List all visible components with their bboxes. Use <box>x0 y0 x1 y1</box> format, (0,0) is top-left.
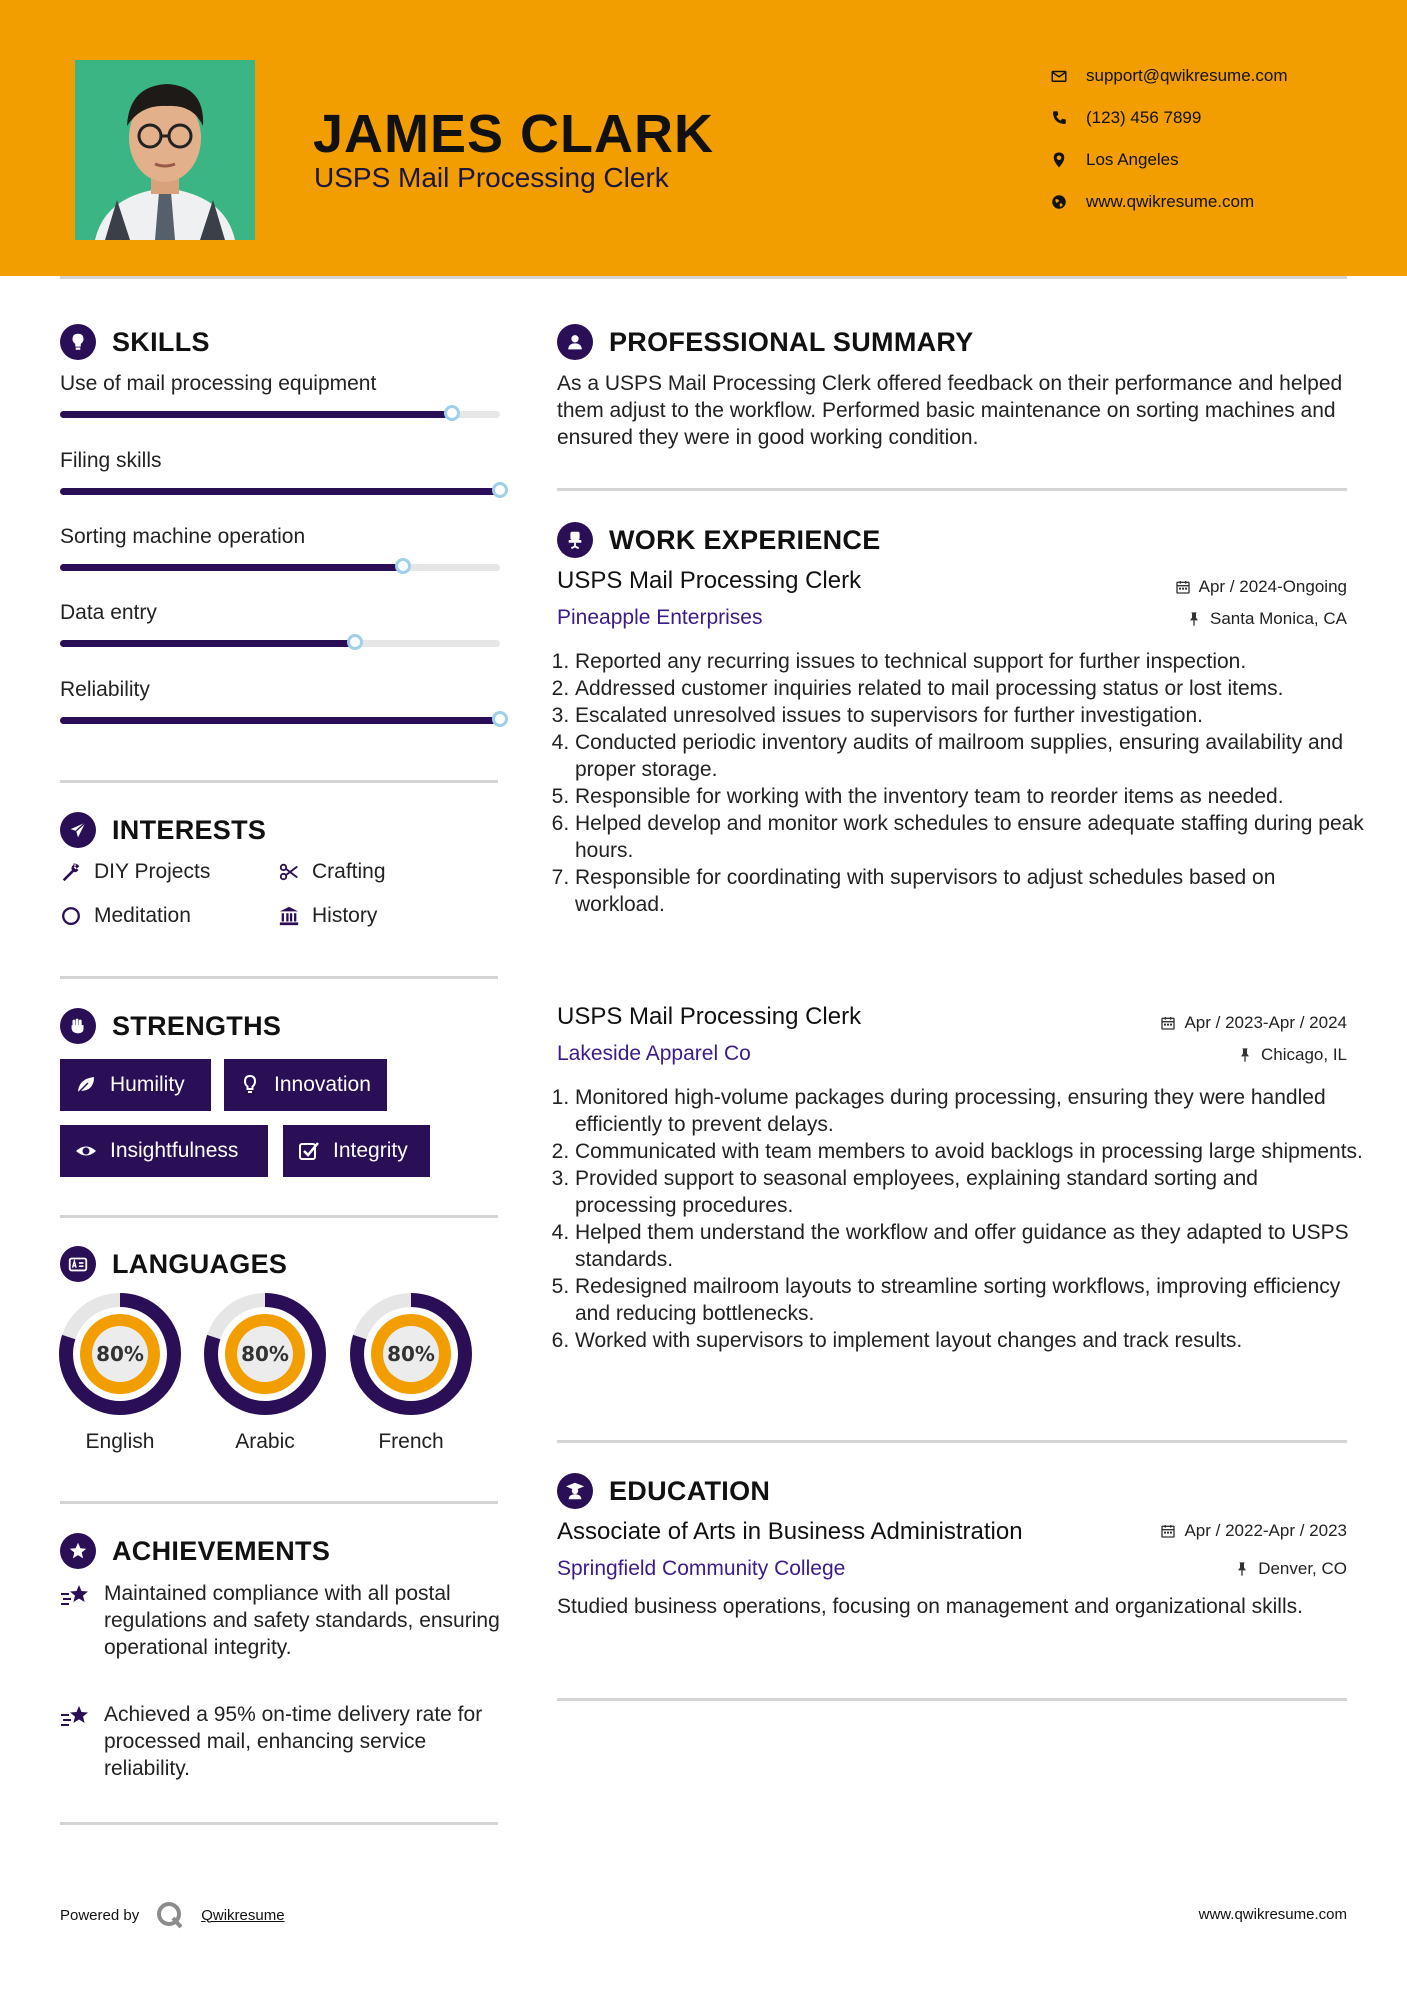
strength-tag <box>60 1059 211 1111</box>
circle-icon <box>60 905 82 927</box>
star-badge-icon <box>60 1533 96 1569</box>
interest-item <box>278 860 386 884</box>
achievements-heading <box>60 1533 330 1569</box>
job-location-text: Chicago, IL <box>1261 1045 1347 1064</box>
language-name: Arabic <box>235 1430 295 1453</box>
education-school: Springfield Community College <box>557 1557 846 1580</box>
achievement-text: Maintained compliance with all postal regulations and safety standards, ensuring operational integrity. <box>104 1582 500 1659</box>
languages-heading <box>60 1246 287 1282</box>
contact-phone[interactable] <box>1050 97 1288 139</box>
interest-label: History <box>312 904 378 927</box>
museum-icon <box>278 905 300 927</box>
summary-text: As a USPS Mail Processing Clerk offered feedback on their performance and helped them adjust to the workflow. Performed basic maintenance on sorting machines and ensured they were in good working condition. <box>557 372 1343 449</box>
skill-knob <box>492 482 508 498</box>
job-title: USPS Mail Processing Clerk <box>557 1003 862 1030</box>
ring-percent-label: 80% <box>96 1342 144 1366</box>
job-date-text: Apr / 2024-Ongoing <box>1198 577 1347 596</box>
header-divider <box>60 276 1347 279</box>
interest-label: Meditation <box>94 904 191 927</box>
job-bullets <box>557 648 1365 918</box>
map-pin-icon <box>1050 151 1068 169</box>
skill-knob <box>444 405 460 421</box>
skill-track <box>60 564 500 571</box>
strength-tag <box>283 1125 430 1177</box>
achievements-divider <box>60 1822 498 1825</box>
contact-location <box>1050 139 1288 181</box>
contact-website-text: www.qwikresume.com <box>1086 192 1255 211</box>
skill-knob <box>492 711 508 727</box>
education-title: EDUCATION <box>609 1475 771 1506</box>
pushpin-icon <box>1186 611 1202 627</box>
job-location-text: Santa Monica, CA <box>1209 609 1347 628</box>
contact-list <box>1050 55 1288 223</box>
summary-divider <box>557 488 1347 491</box>
education-divider <box>557 1698 1347 1701</box>
achievement-text: Achieved a 95% on-time delivery rate for processed mail, enhancing service reliability. <box>104 1703 483 1780</box>
interests-title: INTERESTS <box>112 814 267 845</box>
skill-fill <box>60 411 452 418</box>
ring-percent-label: 80% <box>387 1342 435 1366</box>
experience-heading <box>557 522 881 558</box>
skill-fill <box>60 488 500 495</box>
leaf-icon <box>74 1073 98 1097</box>
skill-label: Filing skills <box>60 449 162 472</box>
education-heading <box>557 1473 770 1509</box>
contact-phone-text: (123) 456 7899 <box>1086 108 1202 127</box>
job-title: USPS Mail Processing Clerk <box>557 567 862 594</box>
job-company: Pineapple Enterprises <box>557 606 763 629</box>
calendar-icon <box>1175 579 1191 595</box>
pushpin-icon <box>1237 1047 1253 1063</box>
strength-tag <box>60 1125 268 1177</box>
job-bullets <box>557 1084 1365 1354</box>
office-chair-icon <box>557 522 593 558</box>
language-ring-chart <box>58 1292 182 1416</box>
skill-item <box>60 522 500 571</box>
footer-powered-by <box>60 1900 285 1930</box>
skills-heading <box>60 324 210 360</box>
user-icon <box>557 324 593 360</box>
skill-label: Data entry <box>60 601 157 624</box>
contact-location-text: Los Angeles <box>1086 150 1179 169</box>
skill-knob <box>395 558 411 574</box>
checkbox-icon <box>297 1139 321 1163</box>
interest-label: DIY Projects <box>94 860 211 883</box>
education-degree: Associate of Arts in Business Administration <box>557 1518 1023 1545</box>
achievement-item <box>60 1701 500 1782</box>
achievement-item <box>60 1580 500 1661</box>
shooting-star-icon <box>60 1703 92 1731</box>
language-ring-chart <box>349 1292 473 1416</box>
skill-track <box>60 640 500 647</box>
strength-label: Humility <box>110 1073 185 1096</box>
job-bullet: 5. Redesigned mailroom layouts to streamline sorting workflows, improving efficiency and reducing bottlenecks. <box>575 1273 1365 1327</box>
skill-track <box>60 717 500 724</box>
skill-label: Reliability <box>60 678 150 701</box>
summary-title: PROFESSIONAL SUMMARY <box>609 326 974 357</box>
ring-percent-label: 80% <box>241 1342 289 1366</box>
skill-fill <box>60 640 355 647</box>
job-date <box>1175 577 1347 597</box>
languages-divider <box>60 1501 498 1504</box>
job-bullet: 2. Communicated with team members to avoid backlogs in processing large shipments. <box>575 1138 1365 1165</box>
scissors-icon <box>278 861 300 883</box>
profile-photo <box>75 60 255 240</box>
strength-label: Integrity <box>333 1139 408 1162</box>
strength-tag <box>224 1059 387 1111</box>
lightbulb-icon <box>60 324 96 360</box>
strength-label: Insightfulness <box>110 1139 239 1162</box>
paper-plane-icon <box>60 812 96 848</box>
skill-item <box>60 369 500 418</box>
globe-icon <box>1050 193 1068 211</box>
language-name: French <box>378 1430 444 1453</box>
phone-icon <box>1050 109 1068 127</box>
strengths-heading <box>60 1008 281 1044</box>
shooting-star-icon <box>60 1582 92 1610</box>
language-card-icon <box>60 1246 96 1282</box>
skills-title: SKILLS <box>112 326 210 357</box>
job-bullet: 5. Responsible for working with the inventory team to reorder items as needed. <box>575 783 1365 810</box>
job-bullet: 2. Addressed customer inquiries related to mail processing status or lost items. <box>575 675 1365 702</box>
job-date-text: Apr / 2023-Apr / 2024 <box>1184 1013 1347 1032</box>
interest-item <box>60 904 191 928</box>
skill-track <box>60 488 500 495</box>
graduate-icon <box>557 1473 593 1509</box>
qwikresume-logo-icon <box>155 1900 185 1930</box>
candidate-name: JAMES CLARK <box>313 104 715 164</box>
job-bullet: 4. Helped them understand the workflow and offer guidance as they adapted to USPS standards. <box>575 1219 1365 1273</box>
pushpin-icon <box>1234 1561 1250 1577</box>
language-item <box>58 1292 182 1454</box>
strength-label: Innovation <box>274 1073 371 1096</box>
qwikresume-link[interactable]: Qwikresume <box>201 1906 285 1924</box>
skill-item <box>60 675 500 724</box>
fist-icon <box>60 1008 96 1044</box>
job-bullet: 3. Escalated unresolved issues to supervisors for further investigation. <box>575 702 1365 729</box>
candidate-role: USPS Mail Processing Clerk <box>314 162 669 193</box>
envelope-icon <box>1050 67 1068 85</box>
eye-icon <box>74 1139 98 1163</box>
interests-divider <box>60 976 498 979</box>
skill-fill <box>60 717 500 724</box>
job-bullet: 3. Provided support to seasonal employees, explaining standard sorting and processing procedures. <box>575 1165 1365 1219</box>
skill-label: Sorting machine operation <box>60 525 306 548</box>
calendar-icon <box>1160 1523 1176 1539</box>
contact-website[interactable] <box>1050 181 1288 223</box>
skills-divider <box>60 780 498 783</box>
lightbulb-outline-icon <box>238 1073 262 1097</box>
contact-email-text: support@qwikresume.com <box>1086 66 1288 85</box>
header-banner <box>0 0 1407 276</box>
job-date <box>1160 1013 1347 1033</box>
powered-by-text: Powered by <box>60 1906 140 1924</box>
education-date <box>1160 1521 1347 1541</box>
education-text: Studied business operations, focusing on management and organizational skills. <box>557 1595 1303 1618</box>
footer-website[interactable]: www.qwikresume.com <box>1198 1906 1347 1923</box>
language-item <box>203 1292 327 1454</box>
skill-item <box>60 598 500 647</box>
summary-heading <box>557 324 974 360</box>
profile-photo-illustration <box>75 60 255 240</box>
skill-track <box>60 411 500 418</box>
strengths-divider <box>60 1215 498 1218</box>
job-bullet: 6. Worked with supervisors to implement layout changes and track results. <box>575 1327 1365 1354</box>
job-location <box>1237 1045 1347 1065</box>
language-ring-chart <box>203 1292 327 1416</box>
calendar-icon <box>1160 1015 1176 1031</box>
education-location <box>1234 1559 1347 1579</box>
language-item <box>349 1292 473 1454</box>
interest-item <box>278 904 377 928</box>
skill-fill <box>60 564 403 571</box>
skill-label: Use of mail processing equipment <box>60 372 377 395</box>
job-bullet: 6. Helped develop and monitor work schedules to ensure adequate staffing during peak hours. <box>575 810 1365 864</box>
skill-item <box>60 446 500 495</box>
job-bullet: 4. Conducted periodic inventory audits of mailroom supplies, ensuring availability and proper storage. <box>575 729 1365 783</box>
interest-item <box>60 860 210 884</box>
education-location-text: Denver, CO <box>1258 1559 1347 1578</box>
job-bullet: 7. Responsible for coordinating with supervisors to adjust schedules based on workload. <box>575 864 1365 918</box>
interest-label: Crafting <box>312 860 386 883</box>
skill-knob <box>347 634 363 650</box>
experience-divider <box>557 1440 1347 1443</box>
strengths-title: STRENGTHS <box>112 1010 282 1041</box>
education-date-text: Apr / 2022-Apr / 2023 <box>1184 1521 1347 1540</box>
wrench-icon <box>60 861 82 883</box>
experience-title: WORK EXPERIENCE <box>609 524 881 555</box>
job-location <box>1186 609 1347 629</box>
achievements-title: ACHIEVEMENTS <box>112 1535 331 1566</box>
job-company: Lakeside Apparel Co <box>557 1042 751 1065</box>
contact-email[interactable] <box>1050 55 1288 97</box>
interests-heading <box>60 812 266 848</box>
languages-title: LANGUAGES <box>112 1248 288 1279</box>
job-bullet: 1. Monitored high-volume packages during processing, ensuring they were handled efficiently to prevent delays. <box>575 1084 1365 1138</box>
language-name: English <box>85 1430 155 1453</box>
job-bullet: 1. Reported any recurring issues to technical support for further inspection. <box>575 648 1365 675</box>
